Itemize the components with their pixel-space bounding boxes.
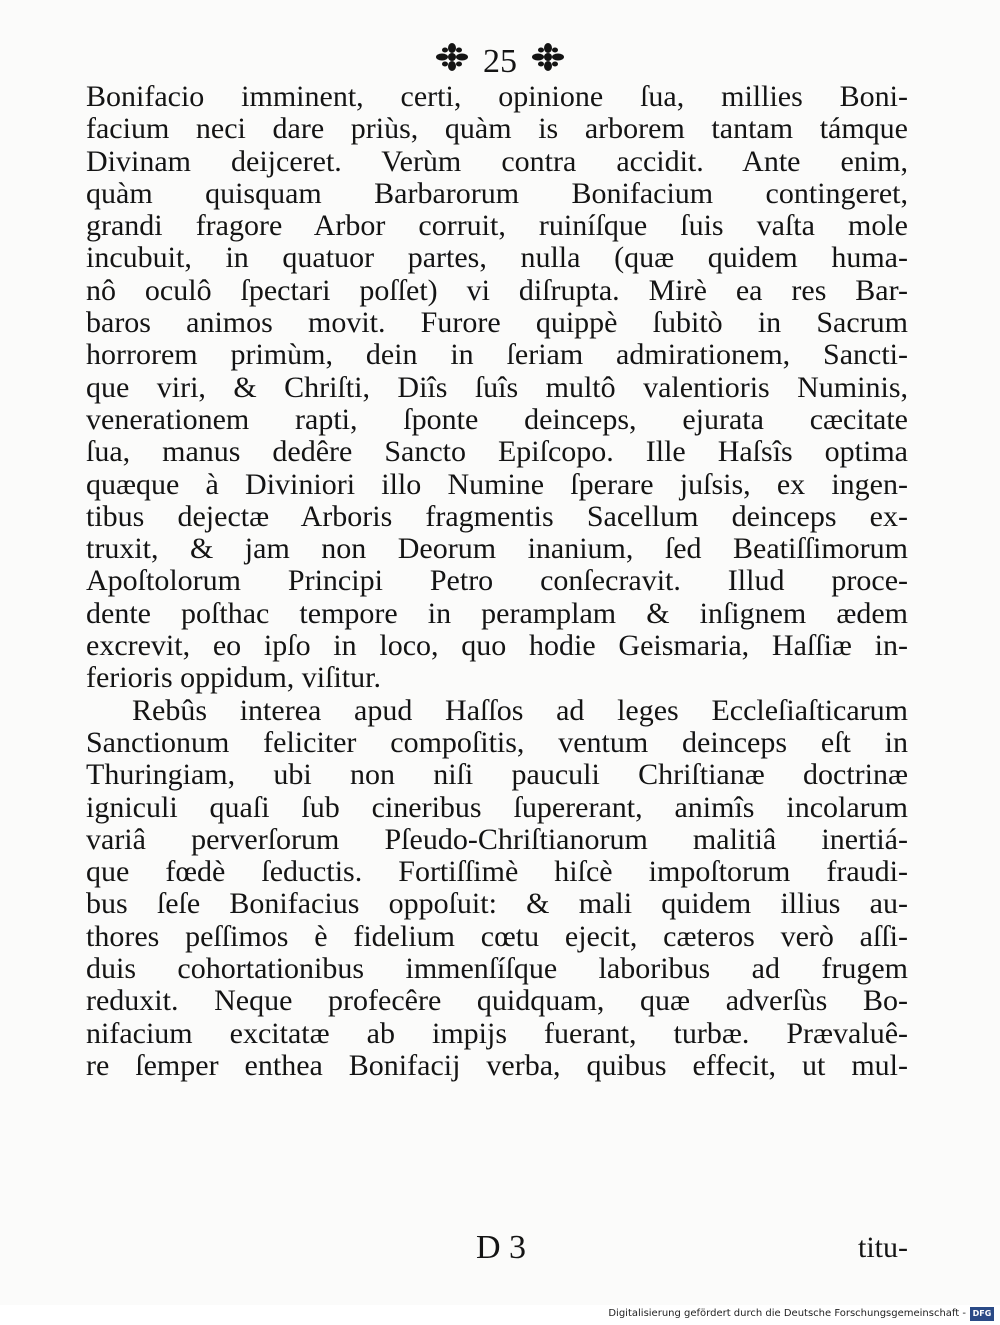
digitization-credit: Digitalisierung gefördert durch die Deutsche Forschungsgemeinschaft -	[608, 1308, 966, 1319]
catchword: titu-	[858, 1231, 908, 1264]
text-line: reduxit. Neque profecêre quidquam, quæ adverſùs Bo-	[86, 984, 908, 1018]
text-line: re ſemper enthea Bonifacij verba, quibus effecit, ut mul-	[86, 1048, 908, 1082]
text-line: quàm quisquam Barbarorum Bonifacium contingeret,	[86, 176, 908, 210]
text-line: Sanctionum feliciter compoſitis, ventum deinceps eſt in	[86, 725, 908, 759]
text-line: duis cohortationibus immenſíſque laboribus ad frugem	[86, 952, 908, 986]
text-line: bus ſeſe Bonifacius oppoſuit: & mali quidem illius au-	[86, 887, 908, 921]
text-line: nifacium excitatæ ab impijs fuerant, turbæ. Prævaluê-	[86, 1016, 908, 1050]
text-line: thores peſſimos è fidelium cœtu ejecit, cæteros verò aſſi-	[86, 919, 908, 953]
page-footer	[86, 1228, 908, 1268]
text-line: incubuit, in quatuor partes, nulla (quæ quidem huma-	[86, 241, 908, 275]
text-line: grandi fragore Arbor corruit, ruiníſque ſuis vaſta mole	[86, 209, 908, 243]
text-line: Divinam deijceret. Verùm contra accidit. Ante enim,	[86, 144, 908, 178]
text-line: nô oculô ſpectari poſſet) vi diſrupta. Mirè ea res Bar-	[86, 273, 908, 307]
text-line: facium neci dare priùs, quàm is arborem tantam támque	[86, 112, 908, 146]
text-line: horrorem primùm, dein in ſeriam admirationem, Sancti-	[86, 338, 908, 372]
text-line: baros animos movit. Furore quippè ſubitò in Sacrum	[86, 306, 908, 340]
text-line: variâ perverſorum Pſeudo-Chriſtianorum malitiâ inertiá-	[86, 822, 908, 856]
text-line: igniculi quaſi ſub cineribus ſupererant, animîs incolarum	[86, 790, 908, 824]
body-text	[86, 81, 908, 1082]
credit-bar	[0, 1305, 1000, 1325]
text-line: que fœdè ſeductis. Fortiſſimè hiſcè impoſtorum fraudi-	[86, 855, 908, 889]
text-line: tibus dejectæ Arboris fragmentis Sacellum deinceps ex-	[86, 499, 908, 533]
text-line: Thuringiam, ubi non niſi pauculi Chriſtianæ doctrinæ	[86, 758, 908, 792]
text-line: Apoſtolorum Principi Petro conſecravit. Illud proce-	[86, 564, 908, 598]
text-line: Bonifacio imminent, certi, opinione ſua, millies Boni-	[86, 80, 908, 113]
text-line: ſua, manus dedêre Sancto Epiſcopo. Ille Haſsîs optima	[86, 435, 908, 469]
fleuron-left-icon	[435, 42, 469, 82]
text-line: excrevit, eo ipſo in loco, quo hodie Geismaria, Haſſiæ in-	[86, 629, 908, 663]
text-line: dente poſthac tempore in peramplam & inſignem ædem	[86, 596, 908, 630]
fleuron-right-icon	[531, 42, 565, 82]
running-header	[0, 40, 1000, 82]
page-number: 25	[483, 43, 517, 81]
text-line: quæque à Diviniori illo Numine ſperare juſsis, ex ingen-	[86, 467, 908, 501]
signature-mark: D 3	[476, 1229, 527, 1266]
text-line: ferioris oppidum, viſitur.	[86, 661, 381, 695]
text-line: truxit, & jam non Deorum inanium, ſed Beatiſſimorum	[86, 532, 908, 566]
dfg-logo: DFG	[970, 1307, 994, 1321]
text-line: venerationem rapti, ſponte deinceps, ejurata cæcitate	[86, 402, 908, 436]
text-line: que viri, & Chriſti, Diîs ſuîs multô valentioris Numinis,	[86, 370, 908, 404]
text-line: Rebûs interea apud Haſſos ad leges Eccleſiaſticarum	[132, 693, 908, 727]
